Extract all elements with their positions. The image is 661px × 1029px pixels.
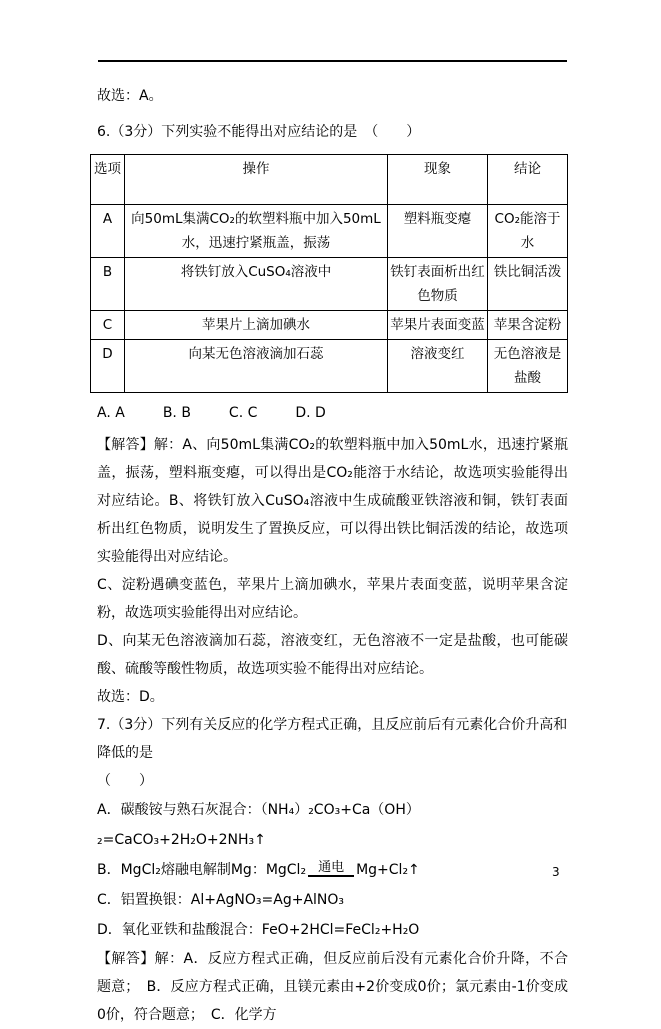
reaction-condition-label: 通电 bbox=[318, 860, 345, 875]
q7-option-a: A．碳酸铵与熟石灰混合：（NH₄）₂CO₃+Ca（OH）₂=CaCO₃+2H₂O+2NH₃↑ bbox=[97, 802, 420, 848]
question7-stem-brackets: （ ） bbox=[97, 773, 153, 789]
table-row-b bbox=[91, 258, 568, 311]
table-row-d bbox=[91, 340, 568, 393]
q7-option-c: C．铝置换银：Al+AgNO₃=Ag+AlNO₃ bbox=[97, 892, 345, 908]
cell-operation: 向某无色溶液滴加石蕊 bbox=[125, 340, 388, 393]
q6-solution-paragraph: C、淀粉遇碘变蓝色，苹果片上滴加碘水，苹果片表面变蓝，说明苹果含淀粉，故选项实验能得出对应结论。 bbox=[97, 577, 568, 621]
cell-phenomenon: 溶液变红 bbox=[388, 340, 488, 393]
cell-conclusion: 无色溶液是盐酸 bbox=[488, 340, 568, 393]
q7-option-b bbox=[97, 855, 568, 885]
table-header-row bbox=[91, 155, 568, 205]
choice-a: A. A bbox=[97, 405, 125, 421]
previous-question-answer: 故选：A。 bbox=[97, 88, 163, 104]
cell-operation: 苹果片上滴加碘水 bbox=[125, 311, 388, 340]
q6-experiment-table bbox=[90, 154, 568, 393]
q6-solution-paragraph: D、向某无色溶液滴加石蕊，溶液变红，无色溶液不一定是盐酸，也可能碳酸、硫酸等酸性物质，故选项实验不能得出对应结论。 bbox=[97, 633, 568, 677]
col-header-phenomenon: 现象 bbox=[388, 155, 488, 205]
q6-answer: 故选：D。 bbox=[97, 689, 164, 705]
cell-option: B bbox=[91, 258, 125, 311]
choice-b: B. B bbox=[162, 405, 191, 421]
cell-phenomenon: 苹果片表面变蓝 bbox=[388, 311, 488, 340]
cell-conclusion: 苹果含淀粉 bbox=[488, 311, 568, 340]
q6-solution-paragraph: 【解答】解：A、向50mL集满CO₂的软塑料瓶中加入50mL水，迅速拧紧瓶盖，振荡，塑料瓶变瘪，可以得出是CO₂能溶于水结论，故选项实验能得出对应结论。B、将铁钉放入CuSO₄溶液中生成硫酸亚铁溶液和铜，铁钉表面析出红色物质，说明发生了置换反应，可以得出铁比铜活泼的结论，故选项实验能得出对应结论。 bbox=[97, 437, 568, 565]
question7-stem: 7.（3分）下列有关反应的化学方程式正确，且反应前后有元素化合价升高和降低的是 bbox=[97, 717, 568, 761]
q7-option-d: D．氧化亚铁和盐酸混合：FeO+2HCl=FeCl₂+H₂O bbox=[97, 922, 420, 938]
cell-operation: 向50mL集满CO₂的软塑料瓶中加入50mL水，迅速拧紧瓶盖，振荡 bbox=[125, 205, 388, 258]
question6-stem: 6.（3分）下列实验不能得出对应结论的是 （ ） bbox=[97, 124, 421, 140]
cell-conclusion: CO₂能溶于水 bbox=[488, 205, 568, 258]
table-row-c bbox=[91, 311, 568, 340]
cell-option: D bbox=[91, 340, 125, 393]
col-header-operation: 操作 bbox=[125, 155, 388, 205]
col-header-option: 选项 bbox=[91, 155, 125, 205]
q6-choices-row bbox=[97, 399, 568, 427]
q7-option-b-suffix: Mg+Cl₂↑ bbox=[356, 862, 420, 878]
cell-option: C bbox=[91, 311, 125, 340]
cell-phenomenon: 铁钉表面析出红色物质 bbox=[388, 258, 488, 311]
reaction-condition-overline bbox=[308, 860, 354, 877]
q7-solution-paragraph: 【解答】解：A．反应方程式正确，但反应前后没有元素化合价升降，不合题意； B．反应方程式正确，且镁元素由+2价变成0价；氯元素由-1价变成0价，符合题意； C．化学方 bbox=[97, 951, 568, 1023]
choice-c: C. C bbox=[228, 405, 258, 421]
table-row-a bbox=[91, 205, 568, 258]
page-content bbox=[94, 82, 568, 1029]
q7-option-b-prefix: B．MgCl₂熔融电解制Mg：MgCl₂ bbox=[97, 862, 307, 878]
cell-option: A bbox=[91, 205, 125, 258]
col-header-conclusion: 结论 bbox=[488, 155, 568, 205]
cell-conclusion: 铁比铜活泼 bbox=[488, 258, 568, 311]
header-rule bbox=[98, 60, 567, 62]
cell-operation: 将铁钉放入CuSO₄溶液中 bbox=[125, 258, 388, 311]
page-number: 3 bbox=[552, 865, 560, 879]
choice-d: D. D bbox=[295, 405, 326, 421]
cell-phenomenon: 塑料瓶变瘪 bbox=[388, 205, 488, 258]
